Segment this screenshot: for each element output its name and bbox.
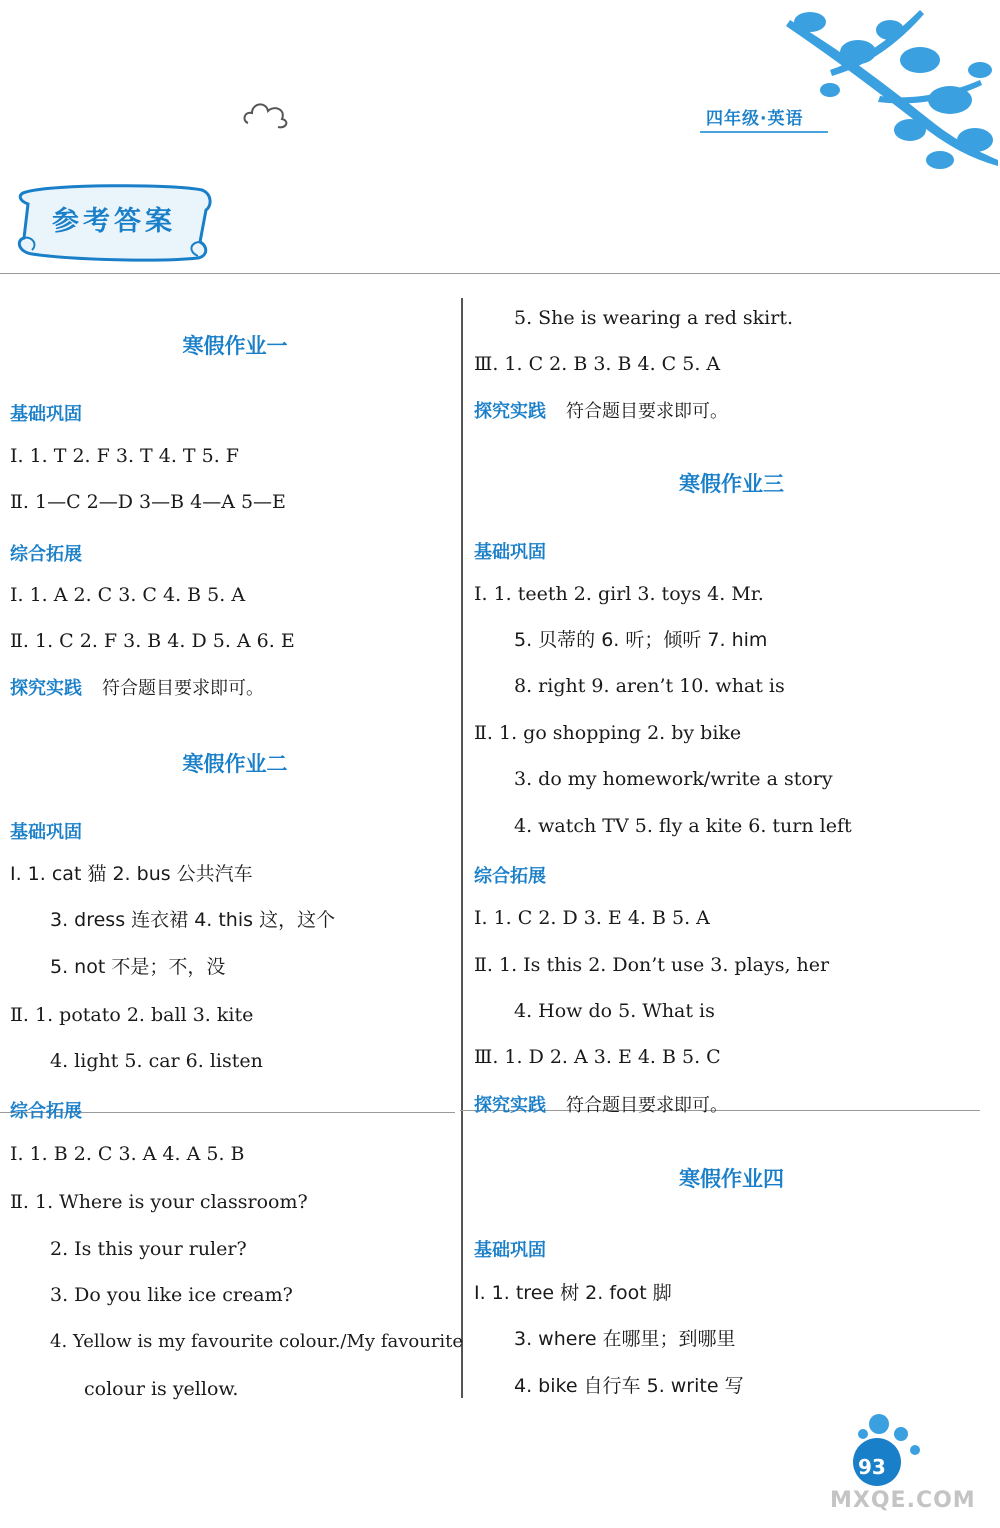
practice-text: 符合题目要求即可。 [566,401,728,422]
answer-line: 3. do my homework/write a story [514,768,833,790]
answer-line: 4. Yellow is my favourite colour./My favourite [50,1331,464,1352]
answer-line: Ⅰ. 1. T 2. F 3. T 4. T 5. F [10,445,239,467]
answer-line: 8. right 9. aren’t 10. what is [514,675,785,697]
practice-label: 探究实践 [10,678,82,699]
practice-line-3 [474,1093,728,1118]
answer-line: Ⅰ. 1. cat 猫 2. bus 公共汽车 [10,863,253,885]
answer-line: colour is yellow. [84,1378,239,1400]
subheading-extension-3: 综合拓展 [474,866,546,887]
practice-line-1 [10,676,264,701]
practice-text: 符合题目要求即可。 [566,1095,728,1116]
answer-line: 5. She is wearing a red skirt. [514,307,793,329]
section-title-4: 寒假作业四 [679,1167,784,1191]
answer-line: Ⅰ. 1. C 2. D 3. E 4. B 5. A [474,907,710,929]
answer-line: Ⅱ. 1. go shopping 2. by bike [474,722,742,744]
column-divider [461,298,463,1398]
answer-line: Ⅰ. 1. A 2. C 3. C 4. B 5. A [10,584,246,606]
subheading-basic-1: 基础巩固 [10,404,82,425]
answer-line: Ⅲ. 1. D 2. A 3. E 4. B 5. C [474,1046,721,1068]
cloud-doodle [240,95,295,130]
answer-line: Ⅱ. 1. Where is your classroom? [10,1191,308,1213]
answer-line: 3. Do you like ice cream? [50,1284,293,1306]
answer-banner-title: 参考答案 [52,206,176,237]
answer-line: 2. Is this your ruler? [50,1238,247,1260]
answer-line: Ⅲ. 1. C 2. B 3. B 4. C 5. A [474,353,721,375]
section-title-2: 寒假作业二 [182,752,288,776]
subheading-basic-2: 基础巩固 [10,822,82,843]
answer-line: Ⅱ. 1. Is this 2. Don’t use 3. plays, her [474,954,830,976]
answer-line: Ⅰ. 1. tree 树 2. foot 脚 [474,1282,672,1304]
subheading-extension-2: 综合拓展 [10,1101,82,1122]
section-title-3: 寒假作业三 [679,472,784,496]
practice-text: 符合题目要求即可。 [102,678,264,699]
header-divider [0,273,1000,274]
practice-line-2 [474,399,728,424]
answer-line: 3. where 在哪里；到哪里 [514,1328,736,1350]
subheading-extension-1: 综合拓展 [10,544,82,565]
answer-line: Ⅰ. 1. teeth 2. girl 3. toys 4. Mr. [474,583,764,605]
subheading-basic-4: 基础巩固 [474,1240,546,1261]
watermark: MXQE.COM [830,1488,976,1513]
branch-decoration [770,0,1000,190]
practice-label: 探究实践 [474,401,546,422]
answer-line: Ⅱ. 1. potato 2. ball 3. kite [10,1004,254,1026]
answer-line: 5. 贝蒂的 6. 听；倾听 7. him [514,629,768,651]
answer-line: 4. watch TV 5. fly a kite 6. turn left [514,815,852,837]
answer-line: 3. dress 连衣裙 4. this 这，这个 [50,909,336,931]
practice-label: 探究实践 [474,1095,546,1116]
grade-subject-label: 四年级·英语 [706,109,804,129]
answer-line: Ⅱ. 1. C 2. F 3. B 4. D 5. A 6. E [10,630,295,652]
subheading-basic-3: 基础巩固 [474,542,546,563]
answer-line: 5. not 不是；不，没 [50,956,226,978]
answer-line: Ⅰ. 1. B 2. C 3. A 4. A 5. B [10,1143,245,1165]
answer-line: Ⅱ. 1—C 2—D 3—B 4—A 5—E [10,491,286,513]
page-number: 93 [858,1455,886,1479]
answer-line: 4. light 5. car 6. listen [50,1050,263,1072]
section-title-1: 寒假作业一 [182,334,288,358]
answer-line: 4. bike 自行车 5. write 写 [514,1375,744,1397]
page-number-badge [835,1410,945,1490]
answer-line: 4. How do 5. What is [514,1000,715,1022]
grade-underline [700,131,828,133]
